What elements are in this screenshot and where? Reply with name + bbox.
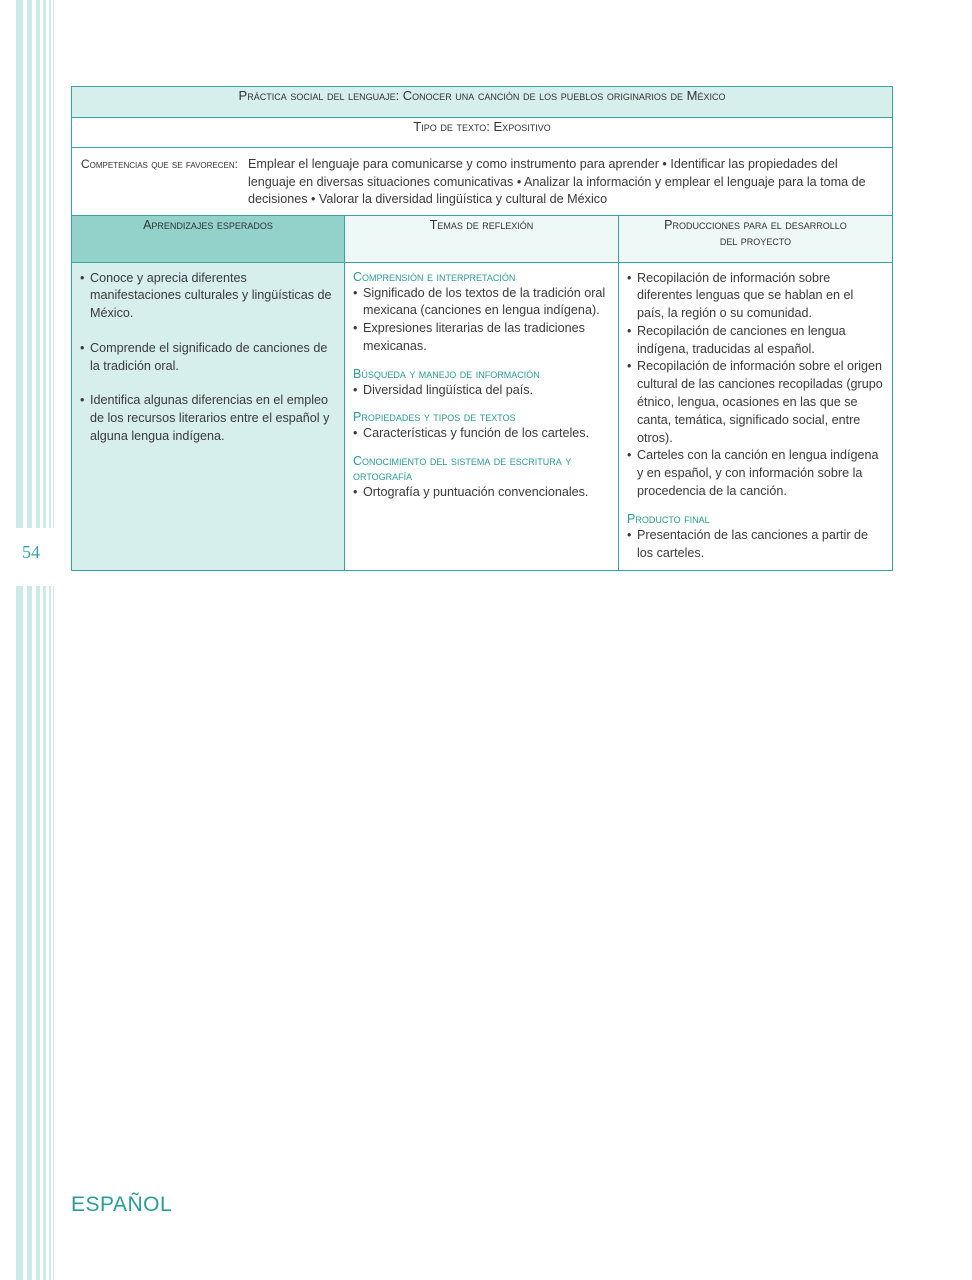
decorative-side-stripes (0, 0, 60, 1280)
text-type: Tipo de texto: Expositivo (72, 118, 893, 148)
list-item: • Expresiones literarias de las tradiciones mexicanas. (353, 320, 610, 356)
column-headers (72, 215, 893, 262)
practice-title: Práctica social del lenguaje: Conocer una canción de los pueblos originarios de México (72, 87, 893, 118)
list-item: • Recopilación de información sobre el origen cultural de las canciones recopiladas (grupo étnico, lengua, ocasiones en las que se canta, temática, significado social, entre otros). (627, 358, 884, 447)
curriculum-table (71, 86, 893, 571)
themes-cell (345, 262, 619, 571)
learnings-list (80, 270, 336, 446)
theme-heading: Propiedades y tipos de textos (353, 410, 516, 425)
list-item: • Identifica algunas diferencias en el empleo de los recursos literarios entre el español y alguna lengua indígena. (80, 392, 336, 445)
theme-heading: Comprensión e interpretación (353, 269, 516, 284)
list-item: • Conoce y aprecia diferentes manifestaciones culturales y lingüísticas de México. (80, 270, 336, 323)
competencies-label: Competencias que se favorecen: (81, 157, 238, 171)
final-product-heading: Producto final (627, 511, 710, 526)
header-themes: Temas de reflexión (345, 215, 619, 262)
header-learnings: Aprendizajes esperados (72, 215, 345, 262)
text-type-row (72, 118, 893, 148)
final-product-block (627, 512, 884, 563)
learnings-cell (72, 262, 345, 571)
subject-footer: ESPAÑOL (71, 1193, 173, 1216)
theme-block (353, 454, 610, 502)
content-row (72, 262, 893, 571)
productions-cell (619, 262, 893, 571)
page-number: 54 (22, 542, 40, 562)
header-productions-line2: del proyecto (719, 233, 792, 248)
list-item: • Recopilación de información sobre diferentes lenguas que se hablan en el país, la región o su comunidad. (627, 270, 884, 323)
practice-row (72, 87, 893, 118)
header-productions (619, 215, 893, 262)
theme-heading: Búsqueda y manejo de información (353, 366, 540, 381)
list-item: • Características y función de los carteles. (353, 425, 610, 443)
theme-block (353, 367, 610, 400)
list-item: • Recopilación de canciones en lengua indígena, traducidas al español. (627, 323, 884, 359)
list-item: • Diversidad lingüística del país. (353, 382, 610, 400)
header-productions-line1: Producciones para el desarrollo (664, 217, 847, 232)
list-item: • Ortografía y puntuación convencionales. (353, 484, 610, 502)
competencies-text: Emplear el lenguaje para comunicarse y como instrumento para aprender • Identificar las propiedades del lenguaje en diversas situaciones comunicativas • Analizar la información y emplear el lenguaje para la toma de decisiones • Valorar la diversidad lingüística y cultural de México (248, 157, 866, 206)
theme-heading: Conocimiento del sistema de escritura y ortografía (353, 454, 572, 484)
list-item: • Significado de los textos de la tradición oral mexicana (canciones en lengua indígena). (353, 285, 610, 321)
list-item: • Presentación de las canciones a partir de los carteles. (627, 527, 884, 563)
theme-block (353, 410, 610, 443)
list-item: • Carteles con la canción en lengua indígena y en español, y con información sobre la procedencia de la canción. (627, 447, 884, 500)
list-item: • Comprende el significado de canciones de la tradición oral. (80, 340, 336, 376)
theme-block (353, 270, 610, 356)
productions-block (627, 270, 884, 501)
competencies-row (72, 148, 893, 216)
